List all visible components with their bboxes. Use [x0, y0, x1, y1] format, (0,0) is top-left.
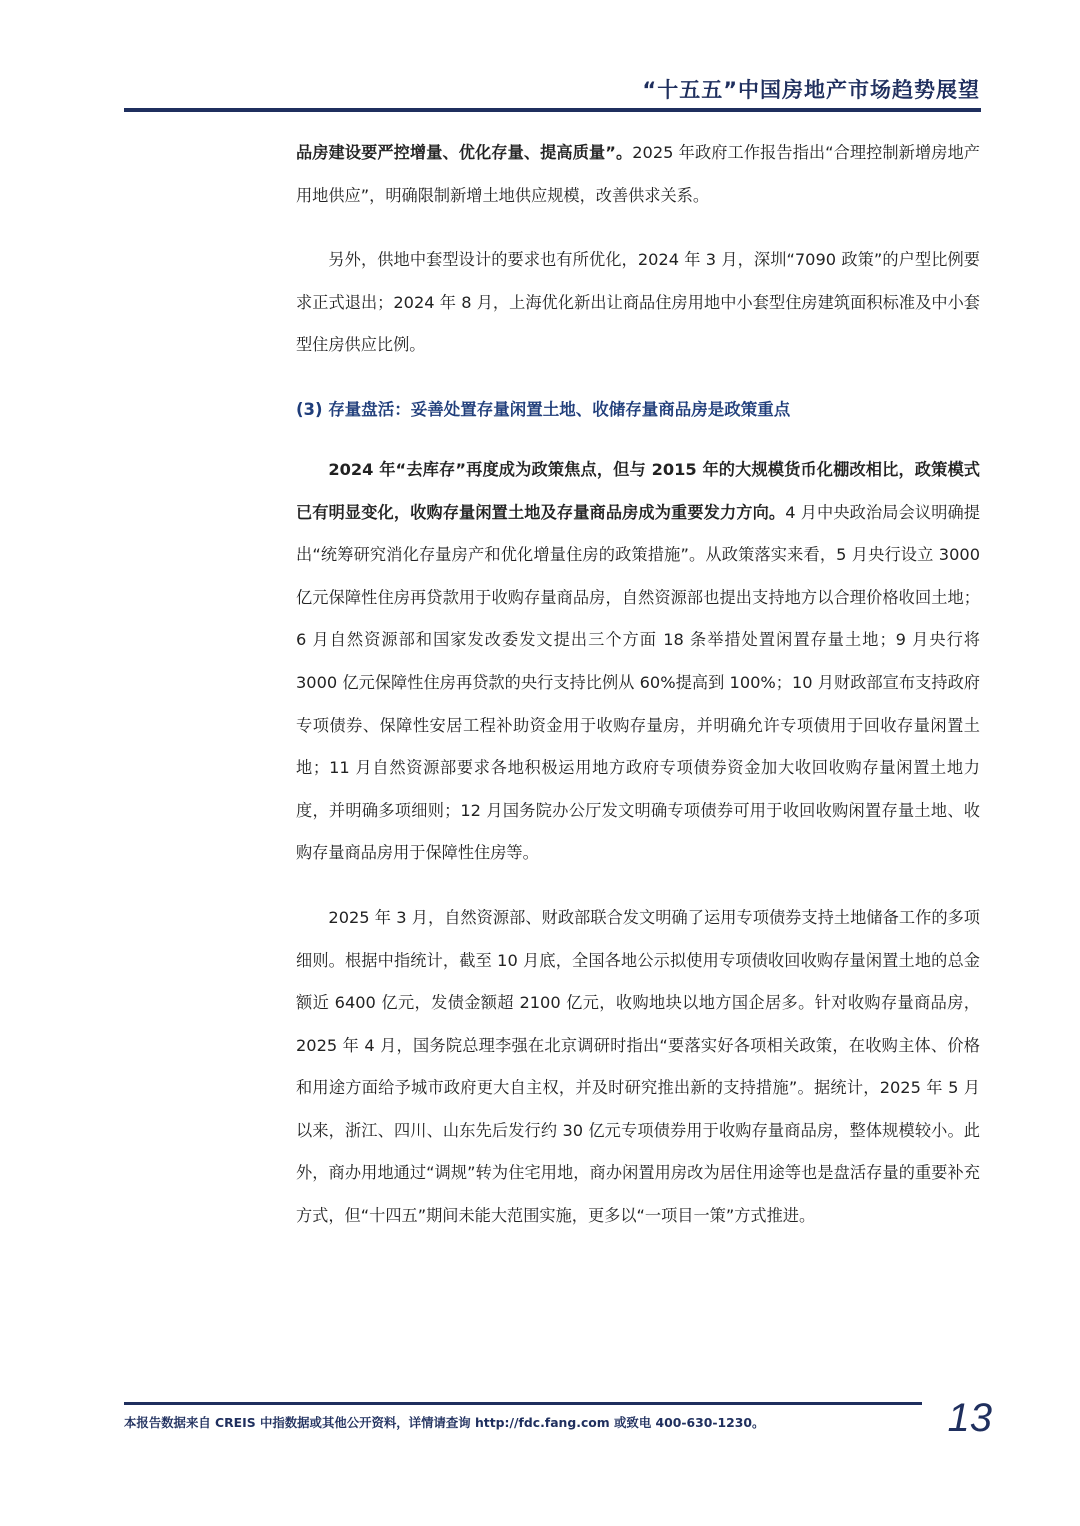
footer-source-note: 本报告数据来自 CREIS 中指数据或其他公开资料，详情请查询 http://fdc.fang.com 或致电 400-630-1230。 [124, 1415, 765, 1430]
paragraph-bold-lead: 2024 年“去库存”再度成为政策焦点，但与 2015 年的大规模货币化棚改相比，政策模式已有明显变化，收购存量闲置土地及存量商品房成为重要发力方向。 [296, 459, 980, 522]
paragraph-text: 2025 年政府工作报告指出“合理控制新增房地产用地供应”，明确限制新增土地供应规模，改善供求关系。 [296, 143, 980, 205]
paragraph-continuation [296, 132, 980, 217]
paragraph-special-bonds: 2025 年 3 月，自然资源部、财政部联合发文明确了运用专项债券支持土地储备工作的多项细则。根据中指统计，截至 10 月底，全国各地公示拟使用专项债收回收购存量闲置土地的总金额近 6400 亿元，发债金额超 2100 亿元，收购地块以地方国企居多。针对收购存量商品房，2025 年 4 月，国务院总理李强在北京调研时指出“要落实好各项相关政策，在收购主体、价格和用途方面给予城市政府更大自主权，并及时研究推出新的支持措施”。据统计，2025 年 5 月以来，浙江、四川、山东先后发行约 30 亿元专项债券用于收购存量商品房，整体规模较小。此外，商办用地通过“调规”转为住宅用地，商办闲置用房改为居住用途等也是盘活存量的重要补充方式，但“十四五”期间未能大范围实施，更多以“一项目一策”方式推进。 [296, 907, 980, 1226]
paragraph-destocking [296, 449, 980, 875]
paragraph-supply-design: 另外，供地中套型设计的要求也有所优化，2024 年 3 月，深圳“7090 政策”的户型比例要求正式退出；2024 年 8 月，上海优化新出让商品住房用地中小套型住房建筑面积标准及中小套型住房供应比例。 [296, 250, 980, 355]
paragraph-bold-lead: 品房建设要严控增量、优化存量、提高质量”。 [296, 143, 633, 162]
main-content [296, 132, 980, 1260]
footer-divider [124, 1402, 922, 1405]
paragraph-text: 4 月中央政治局会议明确提出“统筹研究消化存量房产和优化增量住房的政策措施”。从政策落实来看，5 月央行设立 3000 亿元保障性住房再贷款用于收购存量商品房，自然资源部也提出支持地方以合理价格收回土地；6 月自然资源部和国家发改委发文提出三个方面 18 条举措处置闲置存量土地；9 月央行将 3000 亿元保障性住房再贷款的央行支持比例从 60%提高到 100%；10 月财政部宣布支持政府专项债券、保障性安居工程补助资金用于收购存量房，并明确允许专项债用于回收存量闲置土地；11 月自然资源部要求各地积极运用地方政府专项债券资金加大收回收购存量闲置土地力度，并明确多项细则；12 月国务院办公厅发文明确专项债券可用于收回收购闲置存量土地、收购存量商品房用于保障性住房等。 [296, 502, 980, 863]
section-heading: (3) 存量盘活：妥善处置存量闲置土地、收储存量商品房是政策重点 [296, 399, 791, 419]
page-number: 13 [947, 1396, 992, 1440]
header-divider [124, 108, 981, 112]
report-header-title: “十五五”中国房地产市场趋势展望 [642, 78, 980, 102]
